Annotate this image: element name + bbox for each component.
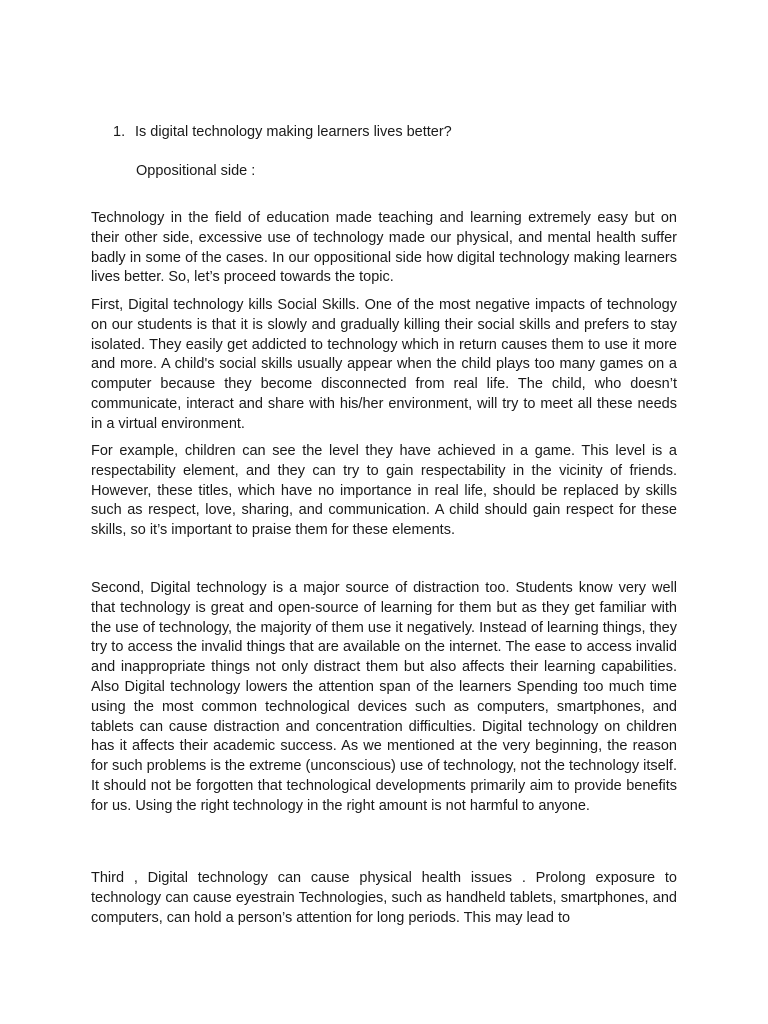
paragraph-distraction: Second, Digital technology is a major source of distraction too. Students know very well that technology is great and open-source of learning for them but as they get familiar with the use of technology, the majority of them use it negatively. Instead of learning things, they try to access the invalid things that are available on the internet. The ease to access invalid and inappropriate things not only distract them but also affects their learning capabilities. Also Digital technology lowers the attention span of the learners Spending too much time using the most common technological devices such as computers, smartphones, and tablets can cause distraction and concentration difficulties. Digital technology on children has it affects their academic success. As we mentioned at the very beginning, the reason for such problems is the extreme (unconscious) use of technology, not the technology itself. It should not be forgotten that technological developments primarily aim to provide benefits for us. Using the right technology in the right amount is not harmful to anyone. bbox=[91, 580, 677, 814]
paragraph-physical-health: Third , Digital technology can cause physical health issues . Prolong exposure to technology can cause eyestrain Technologies, such as handheld tablets, smartphones, and computers, can hold a person’s attention for long periods. This may lead to bbox=[91, 870, 677, 926]
paragraph-social-skills: First, Digital technology kills Social Skills. One of the most negative impacts of technology on our students is that it is slowly and gradually killing their social skills and prefers to stay isolated. They easily get addicted to technology which in return causes them to use it more and more. A child's social skills usually appear when the child plays too many games on a computer because they become disconnected from real life. The child, who doesn’t communicate, interact and share with his/her environment, will try to meet all these needs in a virtual environment. bbox=[91, 297, 677, 432]
side-label: Oppositional side : bbox=[136, 163, 256, 179]
paragraph-example: For example, children can see the level they have achieved in a game. This level is a respectability element, and they can try to gain respectability in the vicinity of friends. However, these titles, which have no importance in real life, should be replaced by skills such as respect, love, sharing, and communication. A child should gain respect for these skills, so it’s important to praise them for these elements. bbox=[91, 443, 677, 539]
question-heading bbox=[113, 122, 452, 142]
question-number: 1. bbox=[113, 124, 126, 140]
paragraph-intro: Technology in the field of education made teaching and learning extremely easy but on their other side, excessive use of technology made our physical, and mental health suffer badly in some of the cases. In our oppositional side how digital technology making learners lives better. So, let’s proceed towards the topic. bbox=[91, 210, 677, 286]
question-text: Is digital technology making learners lives better? bbox=[135, 124, 452, 140]
